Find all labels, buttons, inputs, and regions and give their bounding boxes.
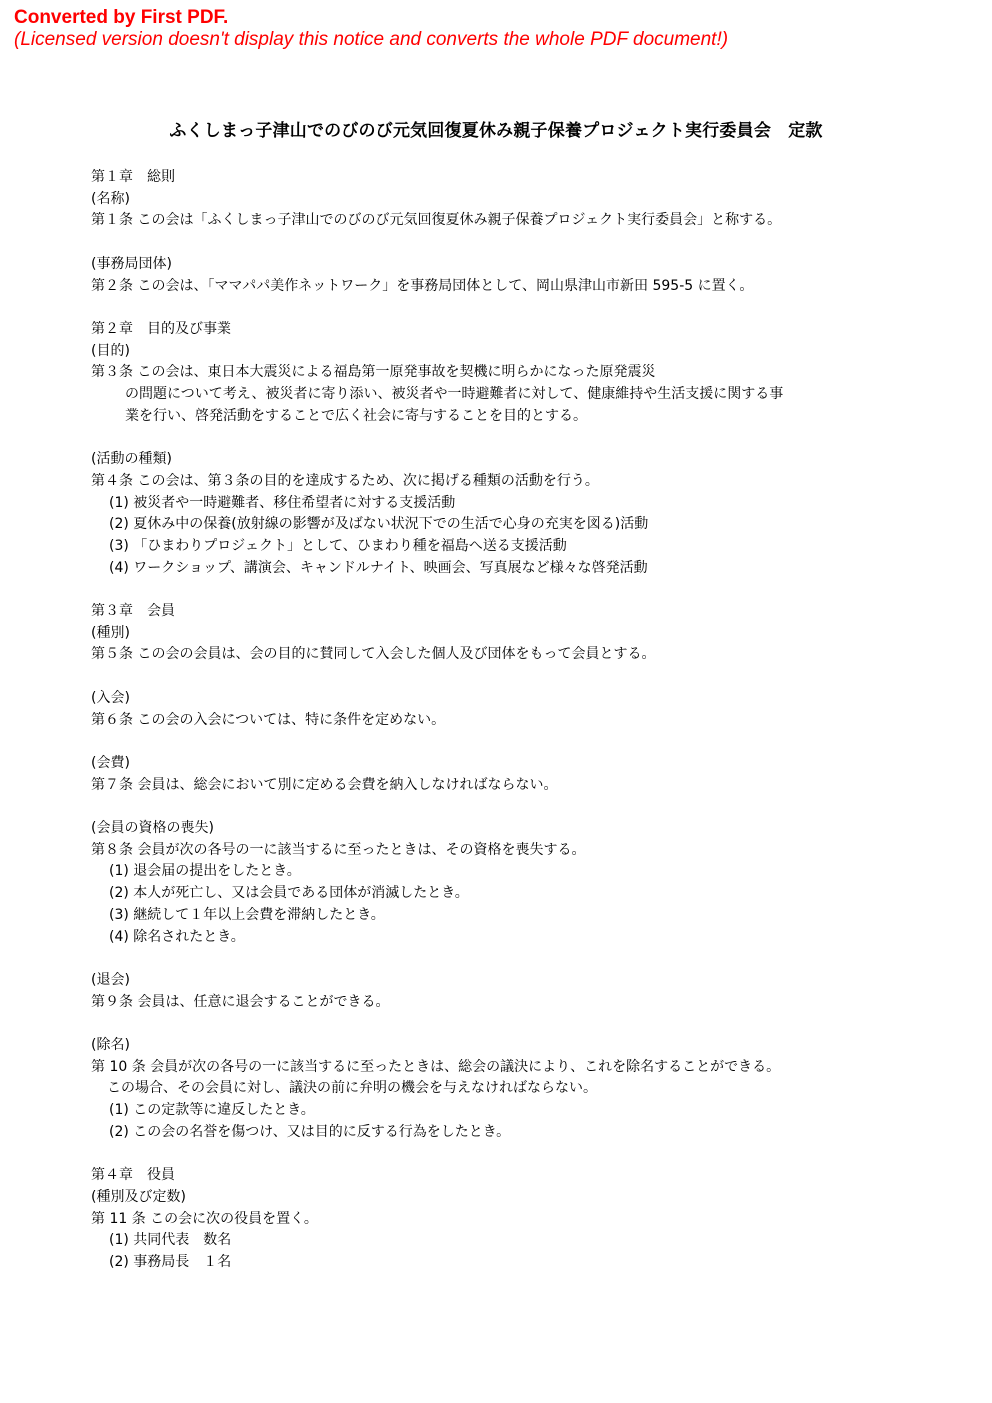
- section-label: (退会): [91, 971, 130, 988]
- spacer: [91, 666, 951, 688]
- article-text: 第４条 この会は、第３条の目的を達成するため、次に掲げる種類の活動を行う。: [91, 472, 599, 489]
- spacer: [91, 579, 951, 601]
- notice-title: Converted by First PDF.: [14, 7, 229, 28]
- list-item: (3) 継続して１年以上会費を滞納したとき。: [109, 906, 385, 923]
- article-text: 第７条 会員は、総会において別に定める会費を納入しなければならない。: [91, 776, 558, 793]
- article-continuation: 業を行い、啓発活動をすることで広く社会に寄与することを目的とする。: [125, 407, 587, 424]
- section-label: (会員の資格の喪失): [91, 819, 214, 836]
- section-label: (種別): [91, 624, 130, 641]
- section-label: (目的): [91, 342, 130, 359]
- chapter-heading: 第２章 目的及び事業: [91, 320, 231, 337]
- spacer: [91, 1144, 951, 1166]
- list-item: (4) ワークショップ、講演会、キャンドルナイト、映画会、写真展など様々な啓発活動: [109, 559, 648, 576]
- article-text: 第３条 この会は、東日本大震災による福島第一原発事故を契機に明らかになった原発震災: [91, 364, 656, 381]
- article-text: 第１条 この会は「ふくしまっ子津山でのびのび元気回復夏休み親子保養プロジェクト実行委員会」と称する。: [91, 212, 782, 229]
- section-label: (活動の種類): [91, 451, 172, 468]
- document-title: ふくしまっ子津山でのびのび元気回復夏休み親子保養プロジェクト実行委員会 定款: [169, 121, 823, 141]
- spacer: [91, 948, 951, 970]
- spacer: [91, 427, 951, 449]
- list-item: (1) この定款等に違反したとき。: [109, 1102, 315, 1119]
- list-item: (2) 夏休み中の保養(放射線の影響が及ばない状況下での生活で心身の充実を図る)活動: [109, 516, 649, 533]
- list-item: (2) 事務局長 １名: [109, 1254, 232, 1270]
- article-text: 第 11 条 この会に次の役員を置く。: [91, 1210, 318, 1227]
- section-label: (会費): [91, 754, 130, 771]
- list-item: (1) 被災者や一時避難者、移住希望者に対する支援活動: [109, 494, 456, 511]
- list-item: (1) 共同代表 数名: [109, 1232, 232, 1249]
- article-text: 第９条 会員は、任意に退会することができる。: [91, 993, 390, 1010]
- section-label: (種別及び定数): [91, 1188, 186, 1205]
- conversion-notice: [14, 7, 728, 51]
- article-text: 第８条 会員が次の各号の一に該当するに至ったときは、その資格を喪失する。: [91, 841, 586, 858]
- article-text: 第 10 条 会員が次の各号の一に該当するに至ったときは、総会の議決により、これを除名することができる。: [91, 1058, 781, 1075]
- chapter-heading: 第３章 会員: [91, 603, 175, 619]
- article-text: 第５条 この会の会員は、会の目的に賛同して入会した個人及び団体をもって会員とする。: [91, 646, 656, 663]
- section-label: (事務局団体): [91, 255, 172, 272]
- article-text: 第２条 この会は、「ママパパ美作ネットワーク」を事務局団体として、岡山県津山市新田 595-5 に置く。: [91, 277, 754, 294]
- spacer: [91, 796, 951, 818]
- chapter-heading: 第４章 役員: [91, 1167, 175, 1184]
- section-label: (名称): [91, 190, 130, 207]
- list-item: (3) 「ひまわりプロジェクト」として、ひまわり種を福島へ送る支援活動: [109, 537, 567, 554]
- list-item: (2) 本人が死亡し、又は会員である団体が消滅したとき。: [109, 885, 469, 902]
- article-continuation: の問題について考え、被災者に寄り添い、被災者や一時避難者に対して、健康維持や生活支援に関する事: [125, 386, 784, 402]
- spacer: [91, 1013, 951, 1035]
- spacer: [91, 232, 951, 254]
- section-label: (入会): [91, 689, 130, 706]
- article-text: 第６条 この会の入会については、特に条件を定めない。: [91, 711, 446, 728]
- list-item: (2) この会の名誉を傷つけ、又は目的に反する行為をしたとき。: [109, 1123, 511, 1140]
- list-item: (1) 退会届の提出をしたとき。: [109, 863, 301, 880]
- list-item: (4) 除名されたとき。: [109, 928, 245, 945]
- spacer: [91, 731, 951, 753]
- section-label: (除名): [91, 1036, 130, 1053]
- spacer: [91, 297, 951, 319]
- chapter-heading: 第１章 総則: [91, 169, 175, 185]
- notice-subtitle: (Licensed version doesn't display this notice and converts the whole PDF document!): [14, 29, 729, 50]
- article-continuation: この場合、その会員に対し、議決の前に弁明の機会を与えなければならない。: [107, 1080, 597, 1097]
- document-body: [91, 167, 951, 1274]
